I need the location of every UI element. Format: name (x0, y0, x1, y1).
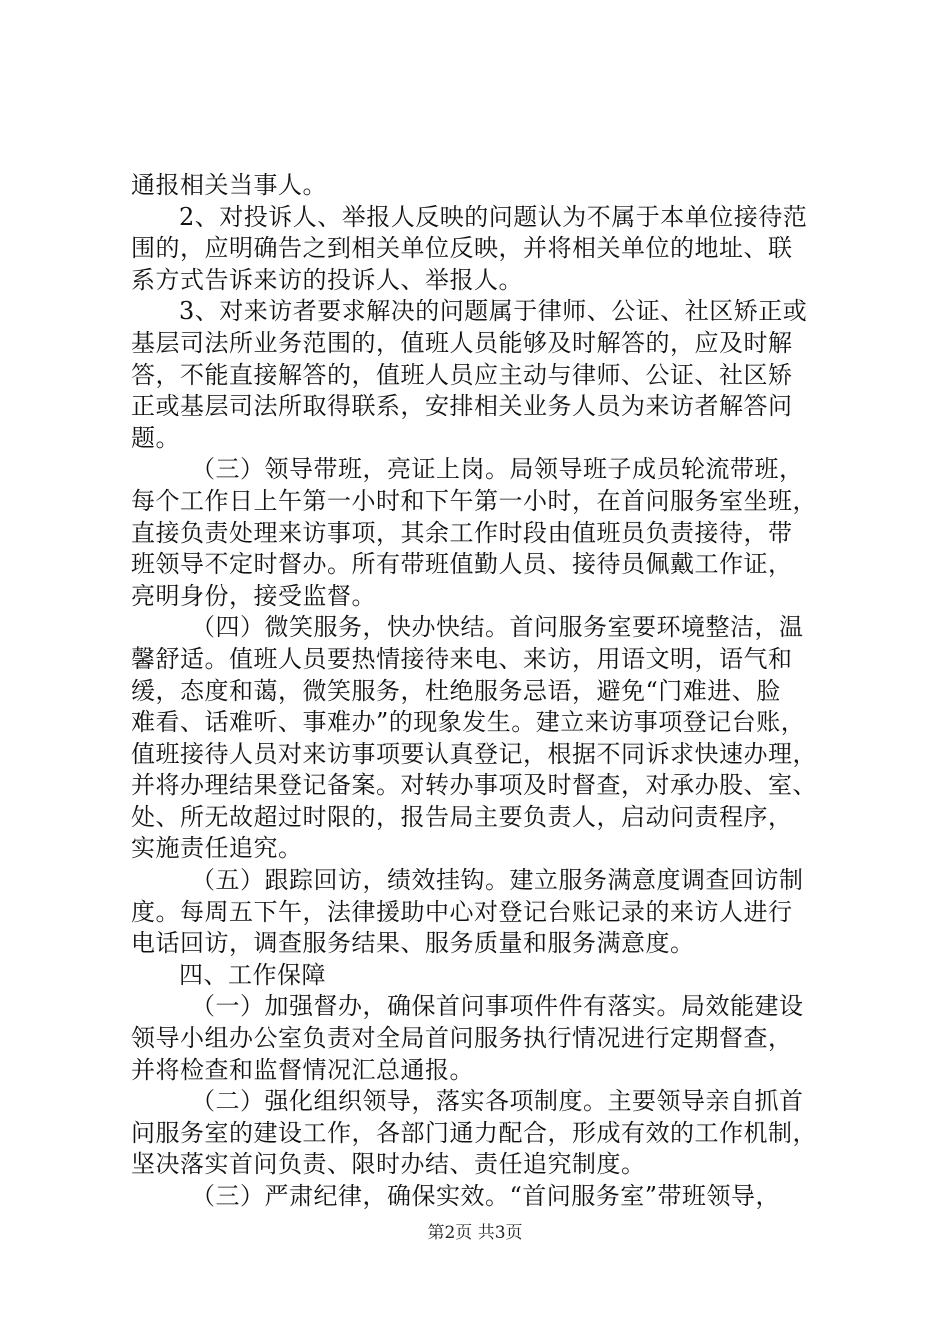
text-line: 缓，态度和蔼，微笑服务，杜绝服务忌语，避免“门难进、脸 (131, 676, 781, 705)
text-line: 领导小组办公室负责对全局首问服务执行情况进行定期督查， (131, 1024, 793, 1053)
text-line: （一）加强督办，确保首问事项件件有落实。局效能建设 (191, 992, 804, 1021)
text-line: （五）跟踪回访，绩效挂钩。建立服务满意度调查回访制 (191, 866, 804, 895)
text-line: 实施责任追究。 (131, 834, 303, 863)
text-line: 并将检查和监督情况汇总通报。 (131, 1055, 474, 1084)
text-line: 度。每周五下午，法律援助中心对登记台账记录的来访人进行 (131, 897, 793, 926)
text-line: 问服务室的建设工作，各部门通力配合，形成有效的工作机制， (131, 1118, 817, 1147)
text-line: 正或基层司法所取得联系，安排相关业务人员为来访者解答问 (131, 392, 793, 421)
text-line: 处、所无故超过时限的，报告局主要负责人，启动问责程序， (131, 802, 793, 831)
text-line: 班领导不定时督办。所有带班值勤人员、接待员佩戴工作证， (131, 550, 793, 579)
text-line: 难看、话难听、事难办”的现象发生。建立来访事项登记台账， (131, 708, 806, 737)
text-line: （三）严肃纪律，确保实效。“首问服务室”带班领导， (191, 1182, 781, 1210)
text-line: （三）领导带班，亮证上岗。局领导班子成员轮流带班， (191, 455, 804, 484)
text-line: 每个工作日上午第一小时和下午第一小时，在首问服务室坐班， (131, 486, 817, 515)
text-line: （二）强化组织领导，落实各项制度。主要领导亲自抓首 (191, 1087, 804, 1116)
text-line: 亮明身份，接受监督。 (131, 581, 376, 610)
text-line: 并将办理结果登记备案。对转办事项及时督查，对承办股、室、 (131, 771, 817, 800)
text-line: 馨舒适。值班人员要热情接待来电、来访，用语文明，语气和 (131, 644, 793, 673)
text-line: 直接负责处理来访事项，其余工作时段由值班员负责接待，带 (131, 518, 793, 547)
text-line: （四）微笑服务，快办快结。首问服务室要环境整洁，温 (191, 613, 804, 642)
page-number-footer: 第2页 共3页 (427, 1223, 523, 1243)
text-line: 2、对投诉人、举报人反映的问题认为不属于本单位接待范 (179, 202, 808, 231)
section-heading: 四、工作保障 (179, 960, 326, 989)
text-line: 系方式告诉来访的投诉人、举报人。 (131, 265, 523, 294)
text-line: 值班接待人员对来访事项要认真登记，根据不同诉求快速办理， (131, 739, 817, 768)
text-line: 坚决落实首问负责、限时办结、责任追究制度。 (131, 1150, 646, 1179)
text-line: 电话回访，调查服务结果、服务质量和服务满意度。 (131, 929, 695, 958)
text-line: 通报相关当事人。 (131, 171, 327, 199)
text-line: 基层司法所业务范围的，值班人员能够及时解答的，应及时解 (131, 328, 793, 357)
document-body (131, 170, 831, 1213)
text-line: 题。 (131, 423, 180, 452)
text-line: 3、对来访者要求解决的问题属于律师、公证、社区矫正或 (179, 297, 808, 326)
text-line: 围的，应明确告之到相关单位反映，并将相关单位的地址、联 (131, 234, 793, 263)
text-line: 答，不能直接解答的，值班人员应主动与律师、公证、社区矫 (131, 360, 793, 389)
